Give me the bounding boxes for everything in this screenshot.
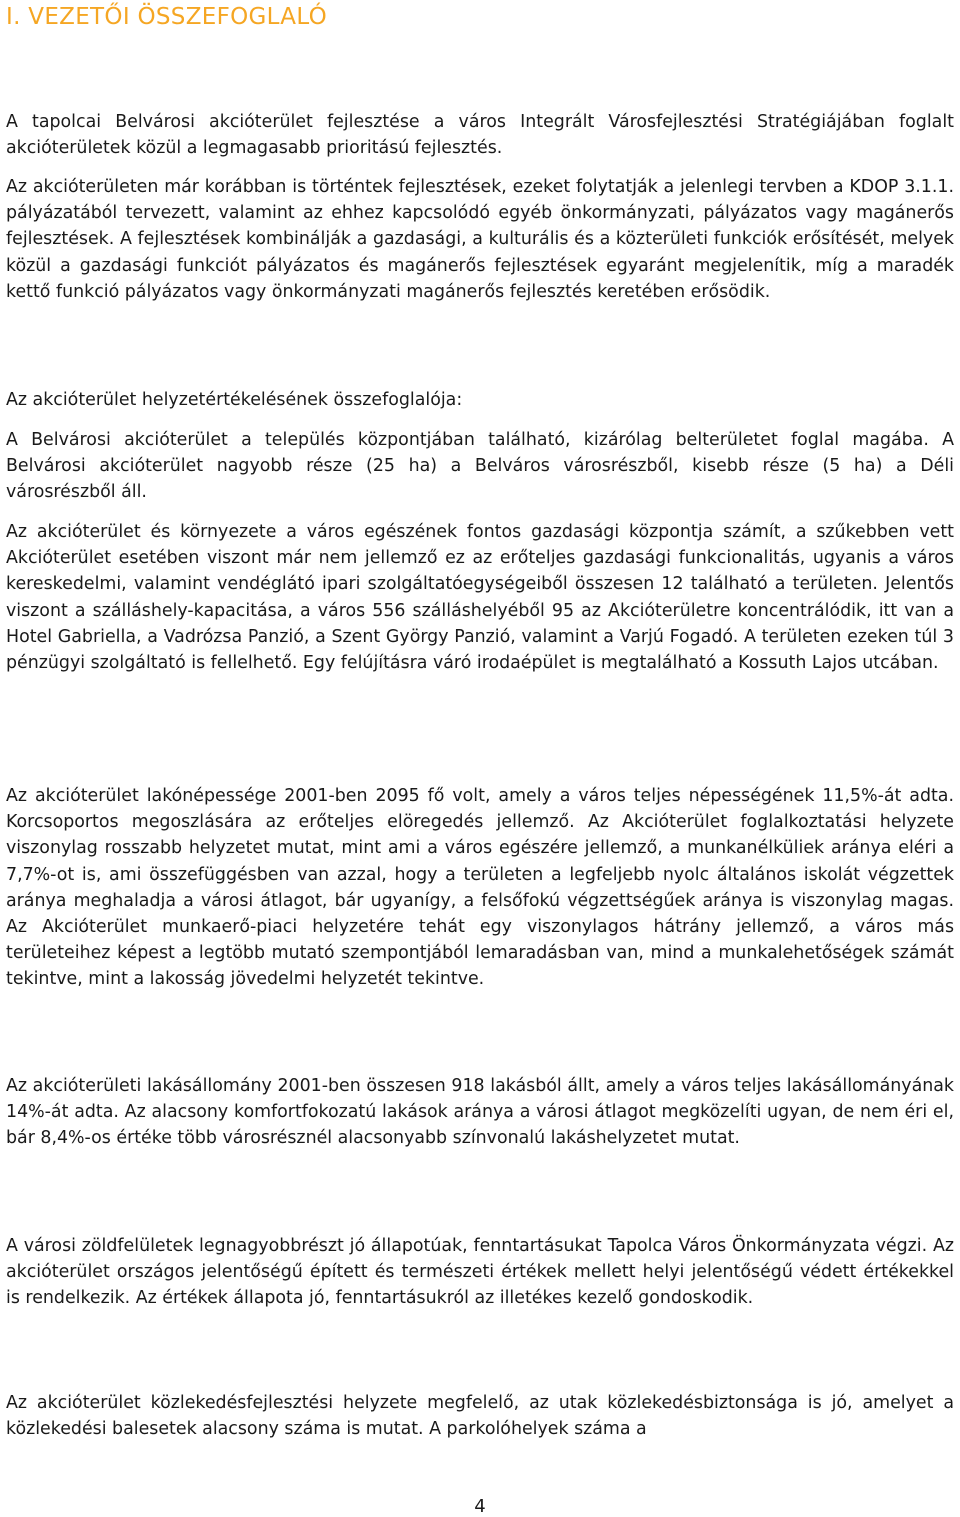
paragraph-developments: Az akcióterületen már korábban is történtek fejlesztések, ezeket folytatják a jelenlegi tervben a KDOP 3.1.1. pályázatából tervezett, valamint az ehhez kapcsolódó egyéb önkormányzati, pályázatos vagy magánerős fejlesztések. A fejlesztések kombinálják a gazdasági, a kulturális és a közterületi funkciók erősítését, melyek közül a gazdasági funkciót pályázatos és magánerős fejlesztések egyaránt megjelenítik, míg a maradék kettő funkció pályázatos vagy önkormányzati magánerős fejlesztés keretében erősödik. [6, 177, 954, 302]
page-number: 4 [474, 1496, 486, 1517]
paragraph-population: Az akcióterület lakónépessége 2001-ben 2095 fő volt, amely a város teljes népességének 11,5%-át adta. Korcsoportos megoszlására az erőteljes elöregedés jellemző. Az Akcióterület foglalkoztatási helyzete viszonylag rosszabb helyzetet mutat, mint ami a város egészére jellemző, a munkanélküliek aránya eléri a 7,7%-ot is, ami összefüggésben van azzal, hogy a területen a legfeljebb nyolc általános iskolát végzettek aránya meghaladja a városi átlagot, bár ugyanígy, a felsőfokú végzettségűek aránya is viszonylag magas. Az Akcióterület munkaerő-piaci helyzetére tehát egy viszonylagos hátrány jellemző, a város más területeihez képest a legtöbb mutató szempontjából lemaradásban van, mind a munkalehetőségek számát tekintve, mint a lakosság jövedelmi helyzetét tekintve. [6, 786, 954, 990]
paragraph-transport: Az akcióterület közlekedésfejlesztési helyzete megfelelő, az utak közlekedésbiztonsága is jó, amelyet a közlekedési balesetek alacsony száma is mutat. A parkolóhelyek száma a [6, 1393, 954, 1440]
paragraph-summary-heading: Az akcióterület helyzetértékelésének összefoglalója: [6, 390, 463, 410]
paragraph-housing: Az akcióterületi lakásállomány 2001-ben összesen 918 lakásból állt, amely a város teljes lakásállományának 14%-át adta. Az alacsony komfortfokozatú lakások aránya a városi átlagot megközelíti ugyan, de nem éri el, bár 8,4%-os értéke több városrésznél alacsonyabb színvonalú lakáshelyzetet mutat. [6, 1076, 954, 1149]
paragraph-location: A Belvárosi akcióterület a település központjában található, kizárólag belterületet foglal magába. A Belvárosi akcióterület nagyobb része (25 ha) a Belváros városrészből, kisebb része (5 ha) a Déli városrészből áll. [6, 430, 954, 503]
paragraph-intro: A tapolcai Belvárosi akcióterület fejlesztése a város Integrált Városfejlesztési Stratégiájában foglalt akcióterületek közül a legmagasabb prioritású fejlesztés. [6, 112, 954, 159]
paragraph-green-areas: A városi zöldfelületek legnagyobbrészt jó állapotúak, fenntartásukat Tapolca Város Önkormányzata végzi. Az akcióterület országos jelentőségű épített és természeti értékek mellett helyi jelentőségű védett értékekkel is rendelkezik. Az értékek állapota jó, fenntartásukról az illetékes kezelő gondoskodik. [6, 1236, 954, 1309]
paragraph-economy: Az akcióterület és környezete a város egészének fontos gazdasági központja számít, a szűkebben vett Akcióterület esetében viszont már nem jellemző ez az erőteljes gazdasági funkcionalitás, ugyanis a város kereskedelmi, valamint vendéglátó ipari szolgáltatóegységeiből összesen 12 található a területen. Jelentős viszont a szálláshely-kapacitása, a város 556 szálláshelyéből 95 az Akcióterületre koncentrálódik, itt van a Hotel Gabriella, a Vadrózsa Panzió, a Szent György Panzió, valamint a Varjú Fogadó. A területen ezeken túl 3 pénzügyi szolgáltató is fellelhető. Egy felújításra váró irodaépület is megtalálható a Kossuth Lajos utcában. [6, 522, 954, 674]
section-title: I. VEZETŐI ÖSSZEFOGLALÓ [6, 4, 328, 30]
